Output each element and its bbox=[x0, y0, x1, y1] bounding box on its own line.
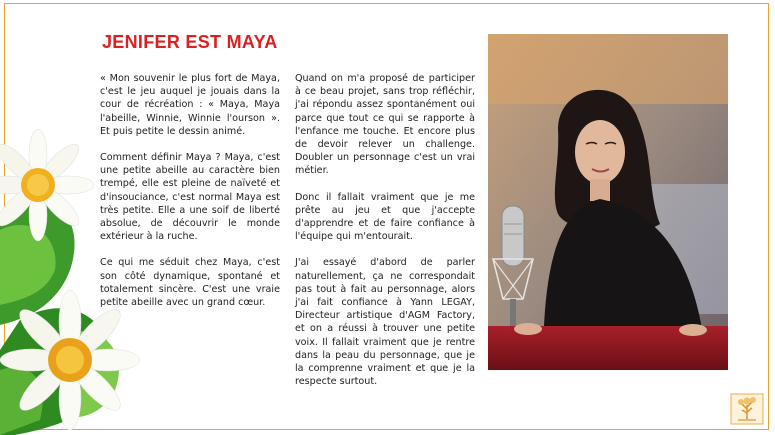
paragraph: Donc il fallait vraiment que je me prête au jeu et que j'accepte d'apprendre et de faire confiance à l'équipe qui m'entourait. bbox=[295, 191, 475, 243]
paragraph: Quand on m'a proposé de participer à ce beau projet, sans trop réfléchir, j'ai répondu assez spontanément oui parce que tout ce qui se rapporte à l'enfance me touche. Et encore plus de devoir relever un challenge. Doubler un personnage c'est un vrai métier. bbox=[295, 73, 475, 177]
paragraph: Comment définir Maya ? Maya, c'est une petite abeille au caractère bien trempé, elle est pleine de naïveté et d'insouciance, c'est normal Maya est très petite. Elle a une soif de liberté absolue, de découvrir le monde extérieur à la ruche. bbox=[100, 152, 280, 243]
portrait-photo bbox=[488, 34, 728, 370]
text-column-right bbox=[295, 72, 475, 401]
paragraph: J'ai essayé d'abord de parler naturellement, ça ne correspondait pas tout à fait au personnage, alors j'ai fait confiance à Yann LEGAY, Directeur artistique d'AGM Factory, et on a réussi à trouver une petite voix. Il fallait vraiment que je rentre dans la peau du personnage, que je la comprenne vraiment et que je la respecte surtout. bbox=[295, 257, 475, 388]
page-title: JENIFER EST MAYA bbox=[102, 32, 278, 52]
text-column-left bbox=[100, 72, 280, 322]
paragraph: « Mon souvenir le plus fort de Maya, c'est le jeu auquel je jouais dans la cour de récréation : « Maya, Maya l'abeille, Winnie, Winnie l'ourson ». Et puis petite le dessin animé. bbox=[100, 73, 280, 137]
paragraph: Ce qui me séduit chez Maya, c'est son côté dynamique, spontané et totalement sincère. C'est une vraie petite abeille avec un grand cœur. bbox=[100, 257, 280, 309]
tree-logo-icon bbox=[730, 393, 764, 425]
